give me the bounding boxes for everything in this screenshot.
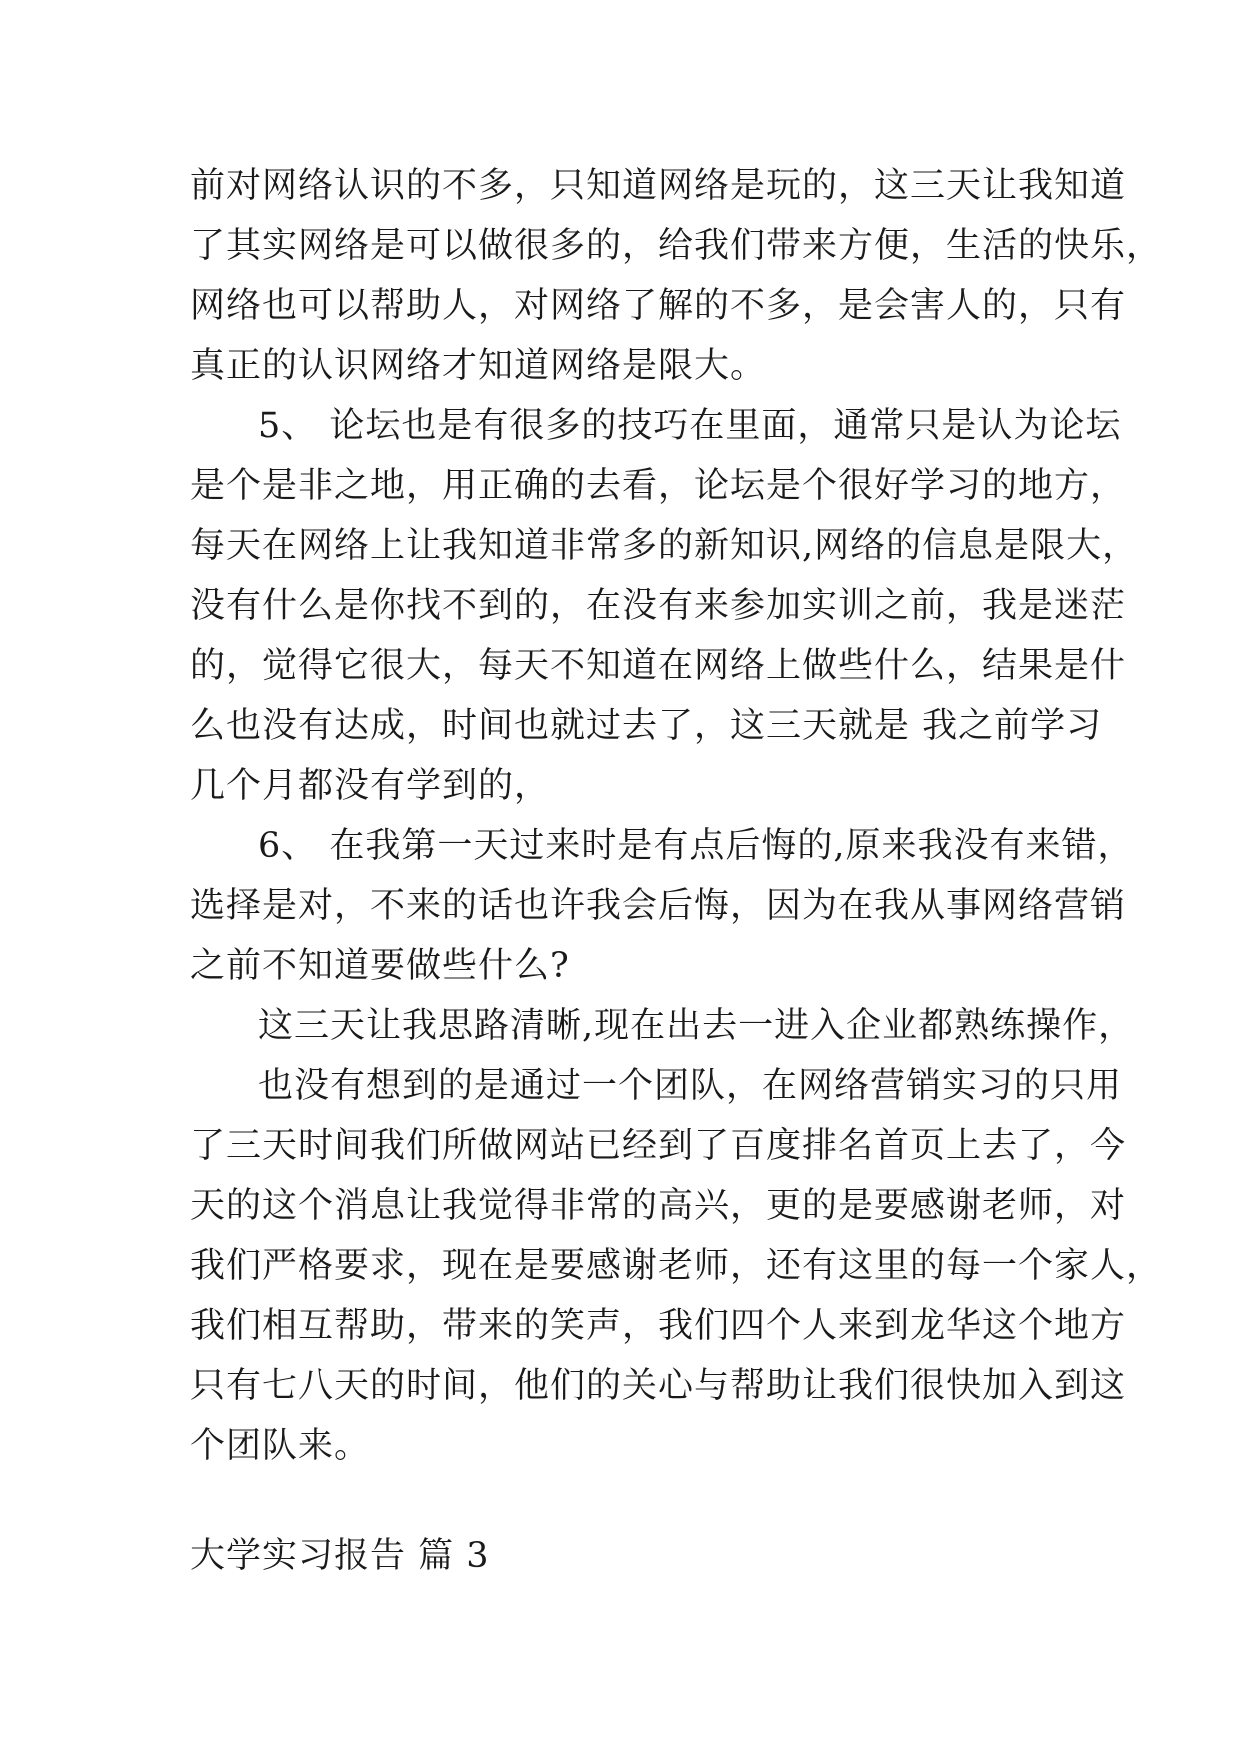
- text-line: 每天在网络上让我知道非常多的新知识,网络的信息是限大，: [190, 526, 1139, 566]
- text-line: 几个月都没有学到的，: [190, 766, 551, 806]
- text-line: 之前不知道要做些什么?: [190, 946, 570, 986]
- text-line: 没有什么是你找不到的，在没有来参加实训之前，我是迷茫: [190, 586, 1127, 626]
- text-line: 6、 在我第一天过来时是有点后悔的,原来我没有来错，: [258, 826, 1134, 866]
- text-line: 这三天让我思路清晰,现在出去一进入企业都熟练操作，: [258, 1006, 1135, 1046]
- text-line: 的，觉得它很大，每天不知道在网络上做些什么，结果是什: [190, 646, 1127, 686]
- section-heading: 大学实习报告 篇 3: [190, 1536, 490, 1576]
- text-line: 是个是非之地，用正确的去看，论坛是个很好学习的地方，: [190, 466, 1127, 506]
- text-line: 只有七八天的时间，他们的关心与帮助让我们很快加入到这: [190, 1366, 1127, 1406]
- text-line: 天的这个消息让我觉得非常的高兴，更的是要感谢老师，对: [190, 1186, 1127, 1226]
- text-line: 么也没有达成，时间也就过去了，这三天就是 我之前学习: [190, 706, 1103, 746]
- text-line: 真正的认识网络才知道网络是限大。: [190, 346, 767, 386]
- text-line: 选择是对，不来的话也许我会后悔，因为在我从事网络营销: [190, 886, 1127, 926]
- text-line: 我们相互帮助，带来的笑声，我们四个人来到龙华这个地方: [190, 1306, 1127, 1346]
- text-line: 5、 论坛也是有很多的技巧在里面，通常只是认为论坛: [258, 406, 1122, 446]
- text-line: 个团队来。: [190, 1426, 371, 1466]
- text-line: 了三天时间我们所做网站已经到了百度排名首页上去了，今: [190, 1126, 1127, 1166]
- text-line: 了其实网络是可以做很多的，给我们带来方便，生活的快乐，: [190, 226, 1163, 266]
- text-line: 我们严格要求，现在是要感谢老师，还有这里的每一个家人，: [190, 1246, 1163, 1286]
- text-line: 也没有想到的是通过一个团队，在网络营销实习的只用: [258, 1066, 1123, 1106]
- text-line: 前对网络认识的不多，只知道网络是玩的，这三天让我知道: [190, 166, 1127, 206]
- text-line: 网络也可以帮助人，对网络了解的不多，是会害人的，只有: [190, 286, 1127, 326]
